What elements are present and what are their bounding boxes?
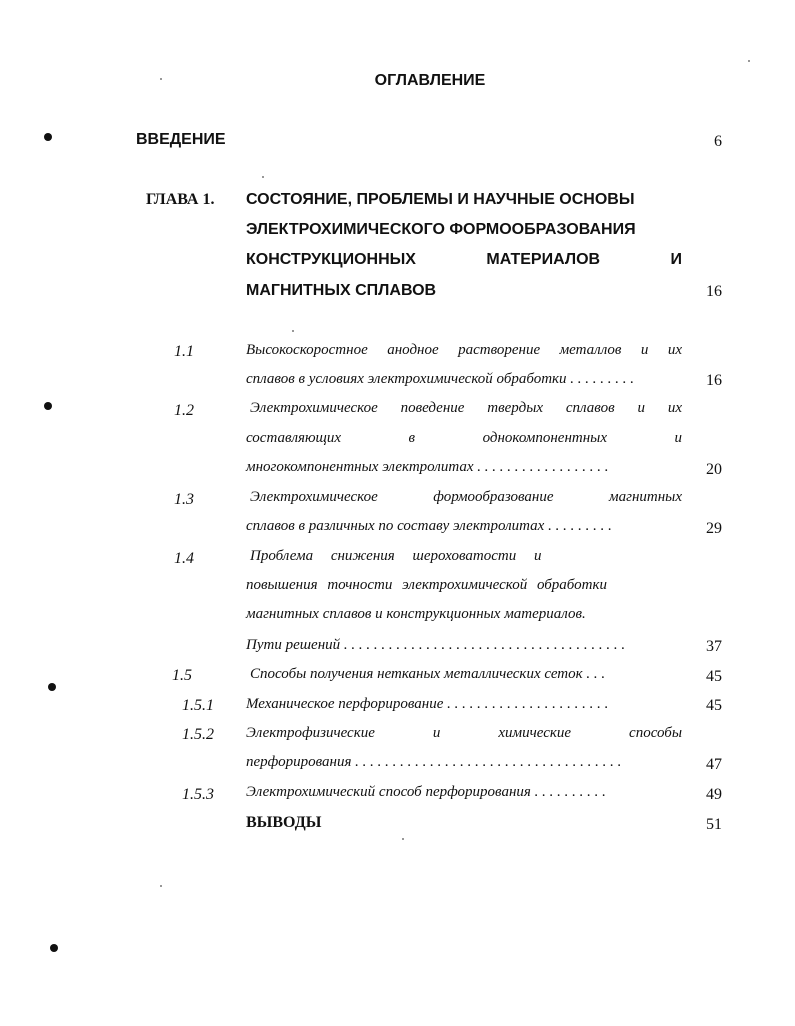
section-text-line: магнитных сплавов и конструкционных материалов. <box>246 606 586 622</box>
section-text-line: многокомпонентных электролитах . . . . . . . . . . . . . . . . . . <box>246 459 609 475</box>
section-page: 45 <box>706 697 722 714</box>
section-page: 47 <box>706 756 722 773</box>
intro-label: ВВЕДЕНИЕ <box>136 131 226 148</box>
chapter-title-line: ЭЛЕКТРОХИМИЧЕСКОГО ФОРМООБРАЗОВАНИЯ <box>246 221 636 238</box>
section-number: 1.5.1 <box>182 697 214 714</box>
chapter-page: 16 <box>706 283 722 300</box>
section-text-line: Электрохимическое поведение твердых сплавов и их <box>250 400 682 416</box>
intro-page: 6 <box>714 133 722 150</box>
section-number: 1.3 <box>174 491 194 508</box>
section-text-line: перфорирования . . . . . . . . . . . . . . . . . . . . . . . . . . . . . . . . . . . . <box>246 754 622 770</box>
section-page: 45 <box>706 668 722 685</box>
section-text-line: повышения точности электрохимической обработки <box>246 577 608 593</box>
section-page: 16 <box>706 372 722 389</box>
section-text-line: Пути решений . . . . . . . . . . . . . . . . . . . . . . . . . . . . . . . . . . . . . . <box>246 637 626 653</box>
section-text-line: Электрохимическое формообразование магнитных <box>250 489 682 505</box>
scan-speck <box>748 60 750 62</box>
section-page: 29 <box>706 520 722 537</box>
section-number: 1.1 <box>174 343 194 360</box>
section-number: 1.4 <box>174 550 194 567</box>
section-number: 1.5.3 <box>182 786 214 803</box>
binder-hole-mark <box>44 402 52 410</box>
scan-speck <box>402 838 404 840</box>
section-text-line: Электрохимический способ перфорирования . . . . . . . . . . <box>246 784 606 800</box>
section-text-line: Способы получения нетканых металлических сеток . . . <box>250 666 606 682</box>
section-text-line: составляющих в однокомпонентных и <box>246 430 682 446</box>
binder-hole-mark <box>44 133 52 141</box>
section-page: 20 <box>706 461 722 478</box>
section-page: 37 <box>706 638 722 655</box>
section-text-line: сплавов в условиях электрохимической обработки . . . . . . . . . <box>246 371 635 387</box>
section-text-line: Электрофизические и химические способы <box>246 725 682 741</box>
section-text-line: Высокоскоростное анодное растворение металлов и их <box>246 342 682 358</box>
chapter-label: ГЛАВА 1. <box>146 191 215 208</box>
chapter-title-line: КОНСТРУКЦИОННЫХ МАТЕРИАЛОВ И <box>246 251 682 268</box>
section-text-line: сплавов в различных по составу электролитах . . . . . . . . . <box>246 518 612 534</box>
chapter-title-line: СОСТОЯНИЕ, ПРОБЛЕМЫ И НАУЧНЫЕ ОСНОВЫ <box>246 191 635 208</box>
scan-speck <box>262 176 264 178</box>
scan-speck <box>160 885 162 887</box>
binder-hole-mark <box>50 944 58 952</box>
conclusions-page: 51 <box>706 816 722 833</box>
binder-hole-mark <box>48 683 56 691</box>
scan-speck <box>292 330 294 332</box>
conclusions-label: ВЫВОДЫ <box>246 814 322 831</box>
section-number: 1.5 <box>172 667 192 684</box>
section-text-line: Проблема снижения шероховатости и <box>250 548 542 564</box>
page-title: ОГЛАВЛЕНИЕ <box>374 72 486 89</box>
section-text-line: Механическое перфорирование . . . . . . . . . . . . . . . . . . . . . . <box>246 696 609 712</box>
section-number: 1.2 <box>174 402 194 419</box>
section-number: 1.5.2 <box>182 726 214 743</box>
section-page: 49 <box>706 786 722 803</box>
chapter-title-line: МАГНИТНЫХ СПЛАВОВ <box>246 282 437 299</box>
